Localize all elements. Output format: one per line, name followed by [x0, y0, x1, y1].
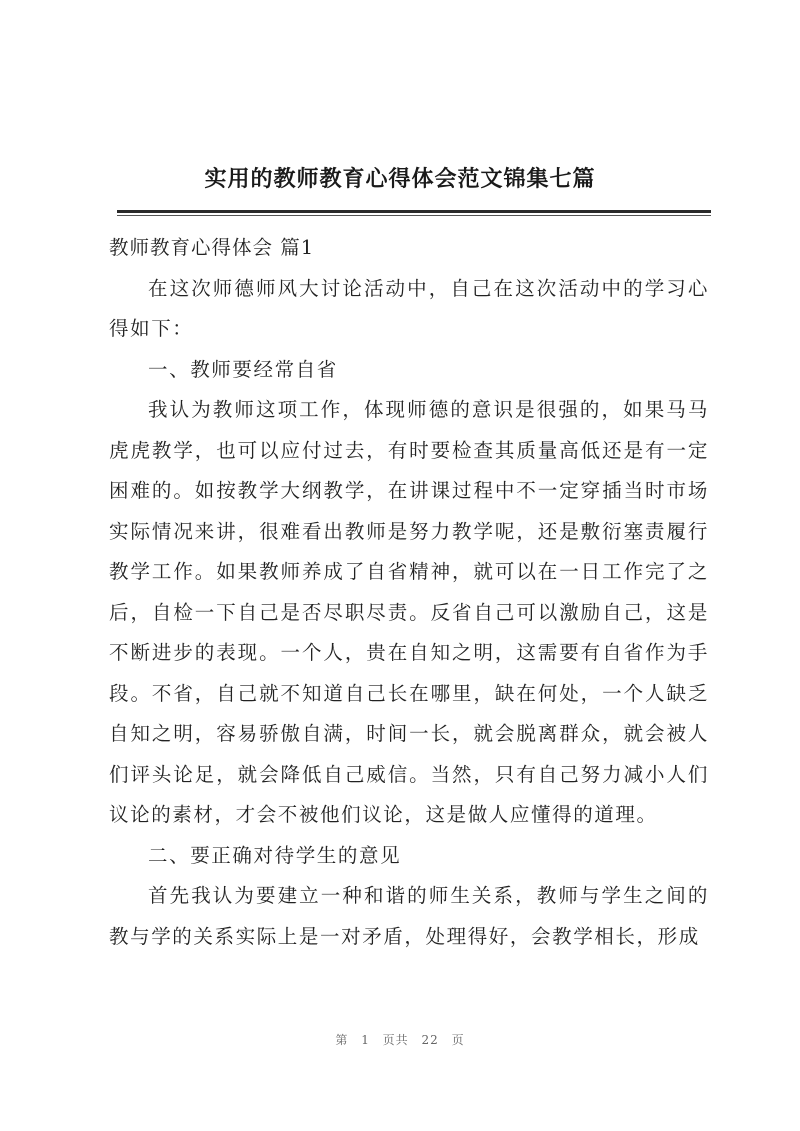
document-body	[109, 228, 709, 957]
document-title: 实用的教师教育心得体会范文锦集七篇	[204, 166, 596, 192]
paragraph: 首先我认为要建立一种和谐的师生关系，教师与学生之间的教与学的关系实际上是一对矛盾，处理得好，会教学相长，形成	[109, 884, 709, 948]
title-rule-thick	[117, 210, 711, 213]
footer-page-current: 1	[361, 1033, 370, 1047]
footer-label-post: 页	[451, 1033, 465, 1047]
subheading-2: 二、要正确对待学生的意见	[148, 843, 402, 867]
page-footer	[0, 1031, 800, 1048]
paragraph: 我认为教师这项工作，体现师德的意识是很强的，如果马马虎虎教学，也可以应付过去，有时要检查其质量高低还是有一定困难的。如按教学大纲教学，在讲课过程中不一定穿插当时市场实际情况来讲，很难看出教师是努力教学呢，还是敷衍塞责履行教学工作。如果教师养成了自省精神，就可以在一日工作完了之后，自检一下自己是否尽职尽责。反省自己可以激励自己，这是不断进步的表现。一个人，贵在自知之明，这需要有自省作为手段。不省，自己就不知道自己长在哪里，缺在何处，一个人缺乏自知之明，容易骄傲自满，时间一长，就会脱离群众，就会被人们评头论足，就会降低自己威信。当然，只有自己努力减小人们议论的素材，才会不被他们议论，这是做人应懂得的道理。	[109, 398, 709, 826]
subheading-1: 一、教师要经常自省	[148, 357, 338, 381]
footer-label-mid: 页共	[382, 1033, 409, 1047]
title-rule-thin	[117, 215, 711, 216]
paragraph: 在这次师德师风大讨论活动中，自己在这次活动中的学习心得如下：	[109, 276, 709, 340]
section-heading: 教师教育心得体会 篇1	[109, 236, 315, 259]
footer-page-total: 22	[421, 1033, 439, 1047]
footer-label-pre: 第	[335, 1033, 349, 1047]
